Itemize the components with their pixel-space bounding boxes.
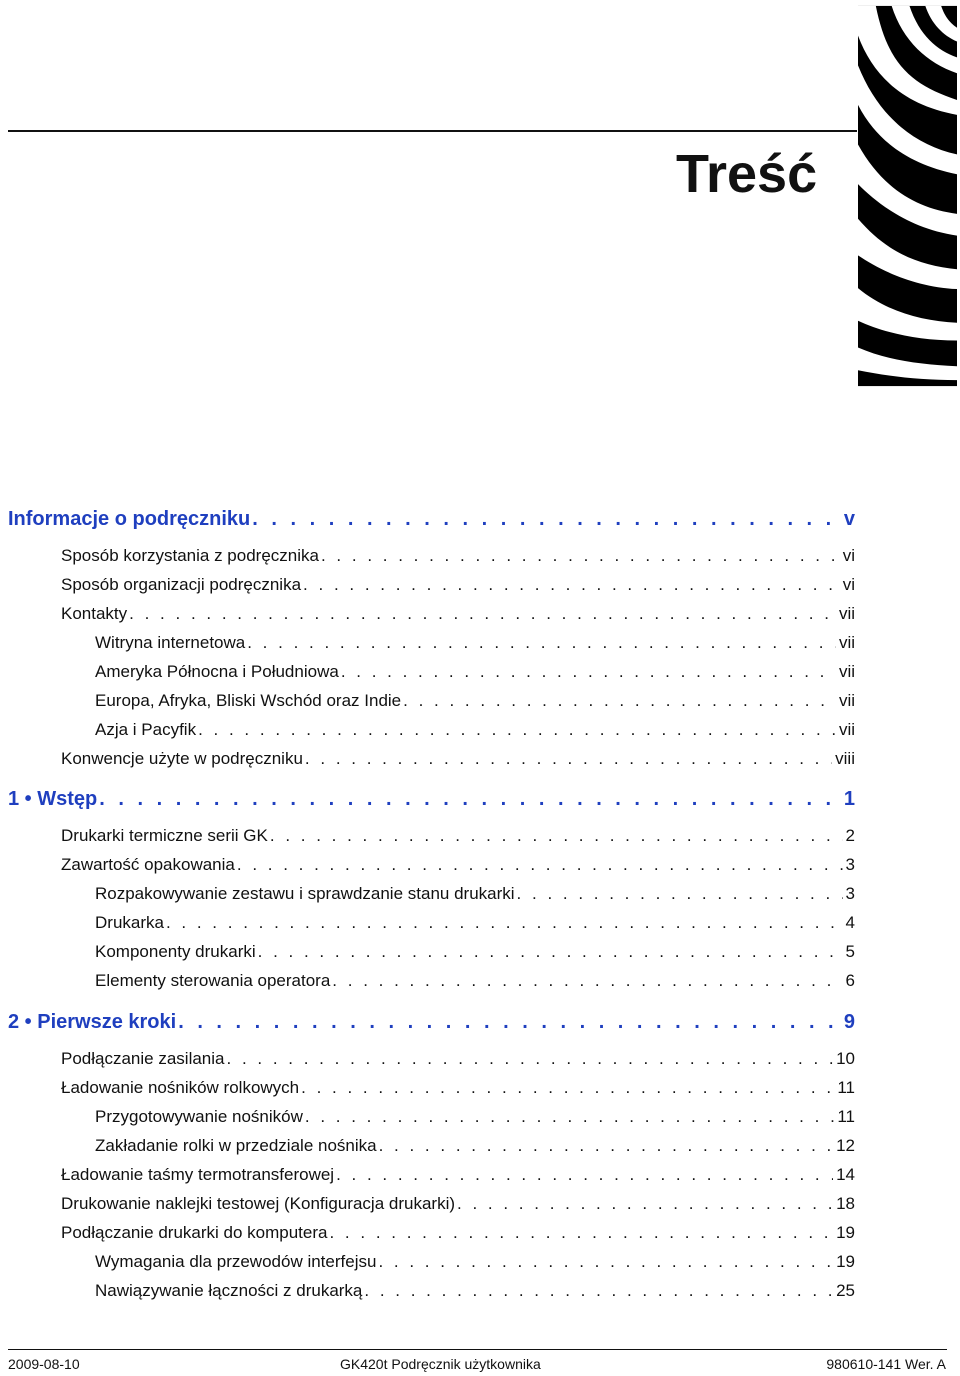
toc-entry-title: Ameryka Północna i Południowa xyxy=(95,662,339,681)
toc-entry-title: Zawartość opakowania xyxy=(61,855,235,874)
toc-entry-page: v xyxy=(843,508,855,530)
toc-entry[interactable] xyxy=(61,604,855,626)
toc-entry-page: vii xyxy=(838,604,855,623)
toc-entry-page: 11 xyxy=(837,1107,855,1126)
toc-entry[interactable] xyxy=(95,720,855,742)
toc-entry-title: Drukarki termiczne serii GK xyxy=(61,826,268,845)
toc-entry[interactable] xyxy=(61,575,855,597)
toc-entry[interactable] xyxy=(95,1107,855,1129)
toc-entry-title: Ładowanie nośników rolkowych xyxy=(61,1078,300,1097)
toc-entry-page: vii xyxy=(838,662,855,681)
toc-entry-page: 14 xyxy=(836,1165,855,1184)
toc-entry-page: 3 xyxy=(845,855,855,874)
toc-entry-title: Sposób korzystania z podręcznika xyxy=(61,546,319,565)
toc-entry-page: 10 xyxy=(836,1049,855,1068)
toc-chapter-wstep[interactable] xyxy=(8,788,855,814)
toc-entry[interactable] xyxy=(61,1049,855,1071)
toc-entry-title: Wymagania dla przewodów interfejsu xyxy=(95,1252,377,1271)
toc-entry-page: 25 xyxy=(836,1281,855,1300)
toc-entry-page: 9 xyxy=(843,1011,855,1033)
title-rule xyxy=(8,130,857,132)
footer-date: 2009-08-10 xyxy=(8,1356,80,1372)
toc-entry[interactable] xyxy=(95,913,855,935)
toc-entry[interactable] xyxy=(61,826,855,848)
toc-entry[interactable] xyxy=(95,662,855,684)
toc-entry-page: vii xyxy=(838,720,855,739)
toc-entry[interactable] xyxy=(95,884,855,906)
toc-entry-title: 1 • Wstęp xyxy=(8,788,98,810)
toc-entry-page: viii xyxy=(835,749,855,768)
toc-entry-title: Ładowanie taśmy termotransferowej xyxy=(61,1165,335,1184)
toc-entry-page: vi xyxy=(842,575,855,594)
toc-entry[interactable] xyxy=(95,691,855,713)
toc-chapter-pierwsze-kroki[interactable] xyxy=(8,1011,855,1037)
footer-doc-number: 980610-141 Wer. A xyxy=(826,1356,946,1372)
toc-entry[interactable] xyxy=(61,749,855,771)
toc-entry-title: 2 • Pierwsze kroki xyxy=(8,1011,177,1033)
toc-entry-page: 18 xyxy=(836,1194,855,1213)
toc-entry[interactable] xyxy=(95,633,855,655)
toc-entry-title: Drukowanie naklejki testowej (Konfiguracja drukarki) xyxy=(61,1194,456,1213)
toc-entry-page: 19 xyxy=(836,1223,855,1242)
toc-entry[interactable] xyxy=(95,1136,855,1158)
toc-entry-page: 19 xyxy=(836,1252,855,1271)
toc-entry-title: Podłączanie zasilania xyxy=(61,1049,225,1068)
toc-entry-title: Europa, Afryka, Bliski Wschód oraz Indie xyxy=(95,691,402,710)
toc-entry[interactable] xyxy=(61,1078,855,1100)
toc-entry-title: Sposób organizacji podręcznika xyxy=(61,575,302,594)
toc-entry[interactable] xyxy=(61,1223,855,1245)
toc-entry-title: Witryna internetowa xyxy=(95,633,246,652)
toc-entry-title: Azja i Pacyfik xyxy=(95,720,197,739)
toc-entry-page: vii xyxy=(838,691,855,710)
toc-entry-title: Informacje o podręczniku xyxy=(8,508,251,530)
toc-entry-page: vi xyxy=(842,546,855,565)
footer-doc-name: GK420t Podręcznik użytkownika xyxy=(340,1356,541,1372)
toc-entry-title: Konwencje użyte w podręczniku xyxy=(61,749,303,768)
toc-entry-title: Drukarka xyxy=(95,913,164,932)
toc-entry[interactable] xyxy=(95,971,855,993)
toc-entry-title: Komponenty drukarki xyxy=(95,942,256,961)
toc-entry[interactable] xyxy=(61,1165,855,1187)
footer-rule xyxy=(8,1349,947,1350)
page-title: Treść xyxy=(676,144,818,204)
toc-entry[interactable] xyxy=(95,942,855,964)
toc-entry[interactable] xyxy=(61,855,855,877)
toc-entry-page: 2 xyxy=(845,826,855,845)
toc-entry[interactable] xyxy=(95,1281,855,1303)
toc-entry-title: Podłączanie drukarki do komputera xyxy=(61,1223,328,1242)
toc-chapter-informacje[interactable] xyxy=(8,508,855,534)
toc-entry-page: 5 xyxy=(845,942,855,961)
toc-entry-title: Kontakty xyxy=(61,604,128,623)
toc-entry[interactable] xyxy=(95,1252,855,1274)
toc-entry-page: 3 xyxy=(845,884,855,903)
toc-entry-page: 6 xyxy=(845,971,855,990)
toc-entry-page: 4 xyxy=(845,913,855,932)
toc-entry-title: Zakładanie rolki w przedziale nośnika xyxy=(95,1136,377,1155)
toc-entry-page: 1 xyxy=(843,788,855,810)
toc-entry[interactable] xyxy=(61,1194,855,1216)
toc-entry-title: Nawiązywanie łączności z drukarką xyxy=(95,1281,363,1300)
toc-entry-title: Rozpakowywanie zestawu i sprawdzanie stanu drukarki xyxy=(95,884,515,903)
toc-entry-title: Przygotowywanie nośników xyxy=(95,1107,303,1126)
zebra-stripes-logo xyxy=(858,4,957,388)
toc-entry-page: vii xyxy=(838,633,855,652)
toc-entry-title: Elementy sterowania operatora xyxy=(95,971,331,990)
toc-entry[interactable] xyxy=(61,546,855,568)
toc-entry-page: 12 xyxy=(836,1136,855,1155)
toc-entry-page: 11 xyxy=(837,1078,855,1097)
